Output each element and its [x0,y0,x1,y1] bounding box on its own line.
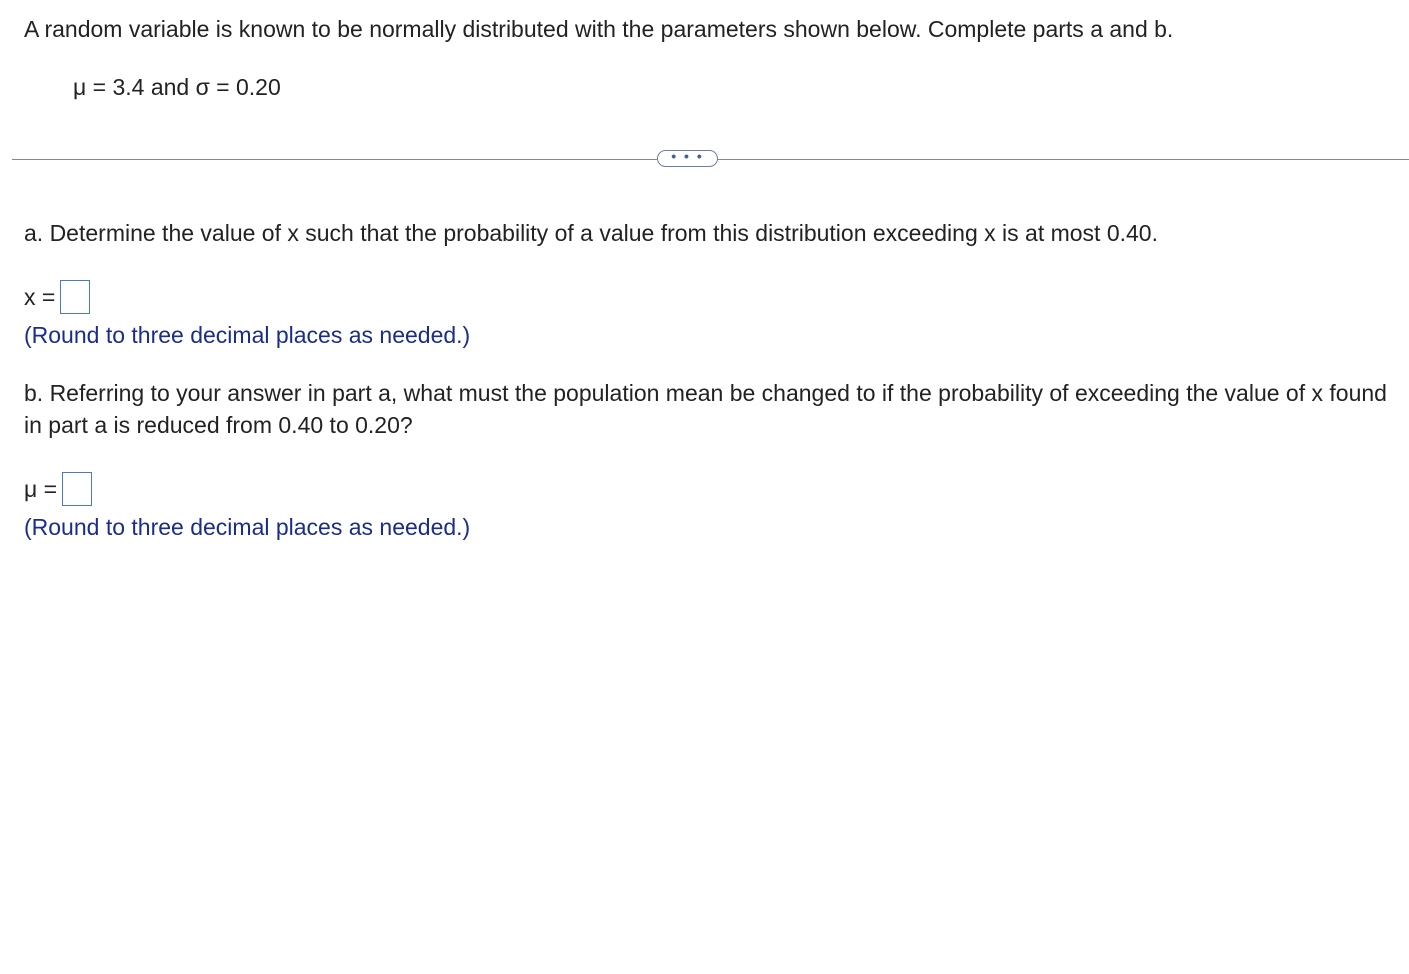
distribution-parameters: μ = 3.4 and σ = 0.20 [73,74,281,100]
expand-more-button[interactable] [657,147,718,167]
part-a-answer-label: x = [24,283,56,310]
part-a-answer-row [24,280,90,314]
part-b-answer-label: μ = [24,475,58,502]
part-a-rounding-hint: (Round to three decimal places as needed.) [24,322,471,348]
part-b-answer-row [24,472,92,506]
problem-intro: A random variable is known to be normally distributed with the parameters shown below. Complete parts a and b. [24,16,1174,42]
part-b-rounding-hint: (Round to three decimal places as needed.) [24,514,471,540]
part-a-question: a. Determine the value of x such that the probability of a value from this distribution exceeding x is at most 0.40. [24,220,1158,246]
part-a-answer-input[interactable] [60,280,90,314]
part-b-answer-input[interactable] [62,472,92,506]
part-b-question: b. Referring to your answer in part a, what must the population mean be changed to if the probability of exceeding the value of x found in part a is reduced from 0.40 to 0.20? [24,380,1387,438]
ellipsis-icon: • • • [671,147,704,164]
